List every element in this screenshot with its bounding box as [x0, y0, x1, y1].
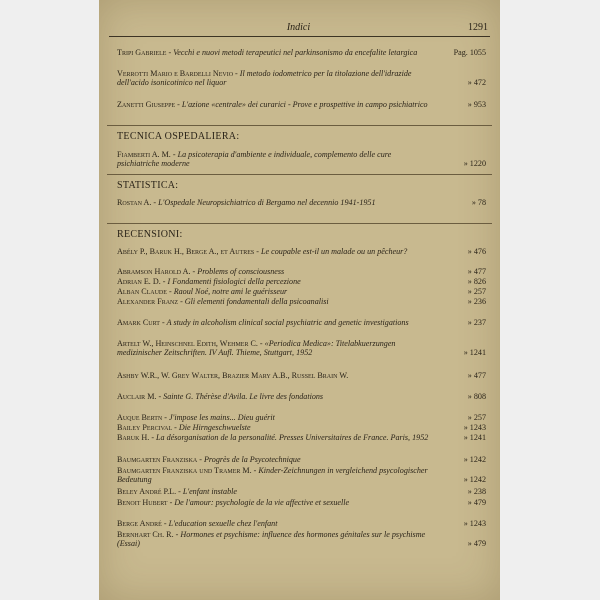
- section-divider: [107, 125, 492, 126]
- index-entry: Abramson Harold A. - Problems of consciousness » 477: [117, 267, 486, 276]
- index-entry: Baumgarten Franziska und Tramer M. - Kinder-Zeichnungen in vergleichend psycologischer Bedeutung » 1242: [117, 466, 486, 485]
- entry-page: » 1220: [463, 159, 486, 169]
- entry-page: » 236: [467, 297, 486, 306]
- section-heading: TECNICA OSPEDALIERA:: [117, 131, 240, 142]
- entry-page: » 78: [471, 198, 486, 207]
- entry-page: » 808: [467, 392, 486, 401]
- index-entry: Abély P., Baruk H., Berge A., et Autres - Le coupable est-il un malade ou un pêcheur? » 476: [117, 247, 486, 256]
- entry-page: Pag. 1055: [453, 48, 486, 57]
- index-entry: Baruk H. - La désorganisation de la personalité. Presses Universitaires de France. Paris, 1952 » 1241: [117, 433, 486, 442]
- index-entry: Artelt W., Heinschnel Edith, Wehmer C. - «Periodica Medica»: Titelabkuerzungen medizinischer Zeitschriften. IV Aufl. Thieme, Stuttgart, 1952 » 1241: [117, 339, 486, 358]
- page-number: 1291: [468, 22, 488, 33]
- entry-page: » 257: [467, 413, 486, 422]
- entry-page: » 479: [467, 539, 486, 549]
- entry-page: » 237: [467, 318, 486, 327]
- entry-page: » 472: [467, 78, 486, 88]
- entry-page: » 479: [467, 498, 486, 507]
- entry-page: » 953: [467, 100, 486, 109]
- index-entry: Tripi Gabriele - Vecchi e nuovi metodi terapeutici nel parkinsonismo da encefalite letargica Pag. 1055: [117, 48, 486, 57]
- entry-page: » 476: [467, 247, 486, 256]
- header-rule: [109, 36, 490, 37]
- index-entry: Bernhart Ch. R. - Hormones et psychisme: influence des hormones génitales sur le psychisme (Essai) » 479: [117, 530, 486, 549]
- index-entry: Auque Bertn - J'impose les mains... Dieu guérit » 257: [117, 413, 486, 422]
- index-entry: Auclair M. - Sainte G. Thérèse d'Avila. Le livre des fondations » 808: [117, 392, 486, 401]
- index-entry: Bailey Percival - Die Hirngeschwuelste » 1243: [117, 423, 486, 432]
- section-divider: [107, 174, 492, 175]
- entry-page: » 238: [467, 487, 486, 496]
- index-entry: Alexander Franz - Gli elementi fondamentali della psicoanalisi » 236: [117, 297, 486, 306]
- running-title: Indici: [286, 22, 311, 33]
- index-entry: Berge André - L'education sexuelle chez l'enfant » 1243: [117, 519, 486, 528]
- index-entry: Amark Curt - A study in alcoholism clinical social psychiatric and genetic investigations » 237: [117, 318, 486, 327]
- index-entry: Verrotti Mario e Bardelli Nevio - Il metodo iodometrico per la titolazione dell'idrazide dell'acido isonicotinico nel liquor » 472: [117, 69, 486, 88]
- index-entry: Adrian E. D. - I Fondamenti fisiologici della percezione » 826: [117, 277, 486, 286]
- entry-page: » 1243: [463, 519, 486, 528]
- index-entry: Baumgarten Franziska - Progrès de la Psycotechnique » 1242: [117, 455, 486, 464]
- index-entry: Ashby W.R., W. Grey Walter, Brazier Mary A.B., Russel Brain W. » 477: [117, 371, 486, 380]
- index-entry: Rostan A. - L'Ospedale Neuropsichiatrico di Bergamo nel decennio 1941-1951 » 78: [117, 198, 486, 207]
- page-header: [105, 22, 492, 40]
- book-page: [99, 0, 500, 600]
- index-entry: Fiamberti A. M. - La psicoterapia d'ambiente e individuale, complemento delle cure psichiatriche moderne » 1220: [117, 150, 486, 169]
- entry-page: » 1241: [463, 433, 486, 442]
- entry-page: » 477: [467, 371, 486, 380]
- entry-page: » 1243: [463, 423, 486, 432]
- section-heading: RECENSIONI:: [117, 229, 183, 240]
- entry-page: » 477: [467, 267, 486, 276]
- section-heading: STATISTICA:: [117, 180, 179, 191]
- index-entry: Zanetti Giuseppe - L'azione «centrale» dei curarici - Prove e prospettive in campo psichiatrico » 953: [117, 100, 486, 109]
- entry-page: » 1242: [463, 475, 486, 485]
- index-entry: Beley André P.L. - L'enfant instable » 238: [117, 487, 486, 496]
- entry-page: » 257: [467, 287, 486, 296]
- index-entry: Benoit Hubert - De l'amour: psychologie de la vie affective et sexuelle » 479: [117, 498, 486, 507]
- section-divider: [107, 223, 492, 224]
- entry-page: » 826: [467, 277, 486, 286]
- entry-page: » 1241: [463, 348, 486, 358]
- index-entry: Alban Claude - Raoul Noé, notre ami le guérisseur » 257: [117, 287, 486, 296]
- entry-page: » 1242: [463, 455, 486, 464]
